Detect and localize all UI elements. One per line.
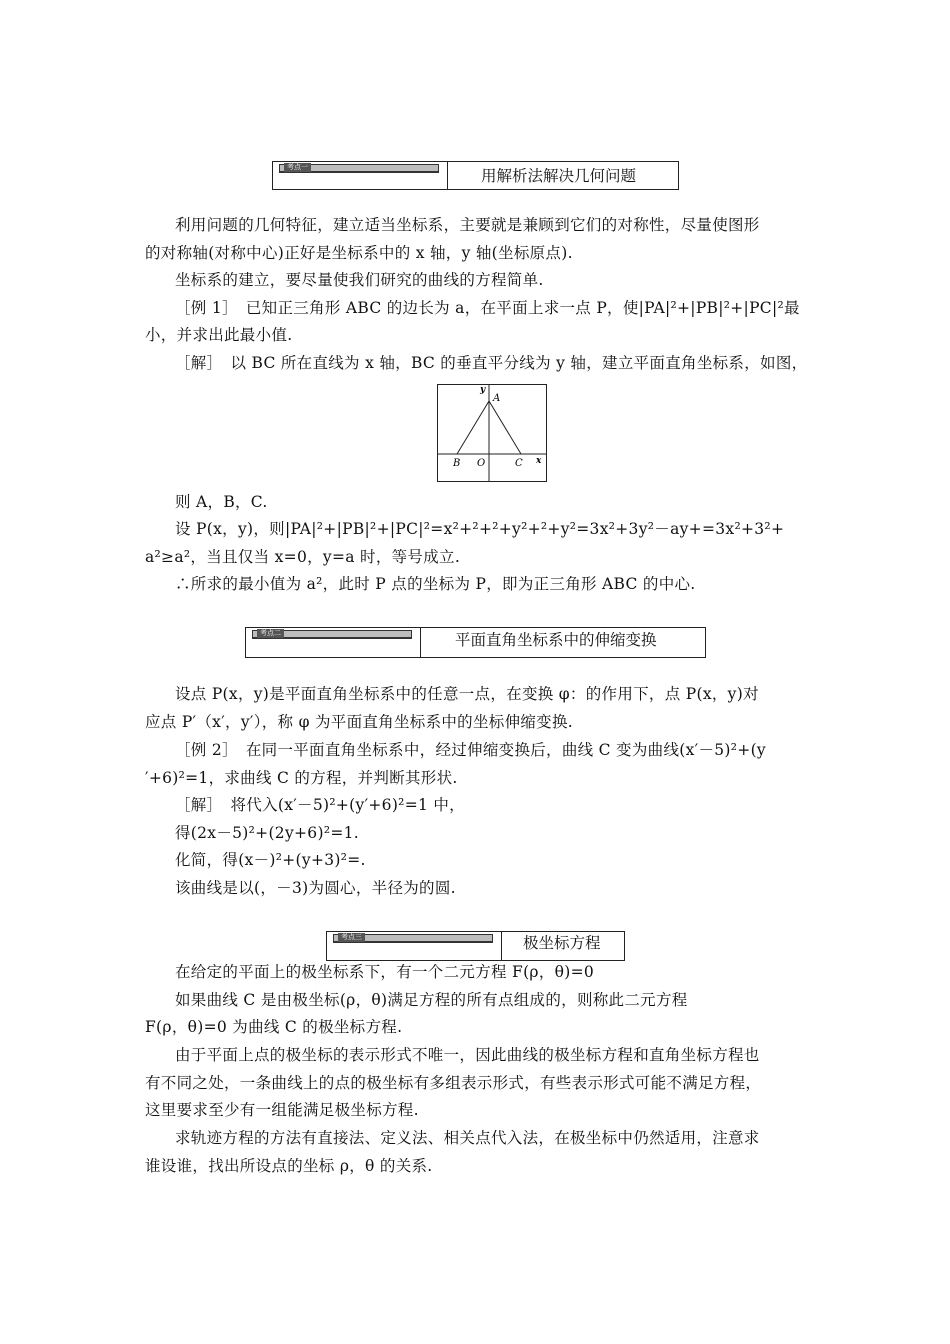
paragraph-line: F(ρ，θ)=0 为曲线 C 的极坐标方程. bbox=[145, 1018, 403, 1036]
triangle-coordinate-figure bbox=[437, 384, 547, 482]
solution-line: ［解］ 将代入(x′－5)²+(y′+6)²=1 中， bbox=[175, 796, 465, 814]
paragraph-line: 设点 P(x，y)是平面直角坐标系中的任意一点，在变换 φ：的作用下，点 P(x，y)对 bbox=[175, 685, 759, 703]
origin-label: O bbox=[477, 458, 486, 469]
example-line: ［例 2］ 在同一平面直角坐标系中，经过伸缩变换后，曲线 C 变为曲线(x′－5)²+(y bbox=[175, 741, 766, 759]
section-tag-2: 考点二 bbox=[252, 630, 412, 639]
solution-line: 该曲线是以(，－3)为圆心，半径为的圆. bbox=[175, 879, 456, 897]
paragraph-line: 利用问题的几何特征，建立适当坐标系，主要就是兼顾到它们的对称性，尽量使图形 bbox=[175, 216, 760, 234]
section-tag-1: 考点一 bbox=[279, 164, 439, 173]
y-axis-label: y bbox=[480, 385, 486, 395]
heading-divider bbox=[420, 628, 421, 657]
paragraph-line: 应点 P′（x′，y′），称 φ 为平面直角坐标系中的坐标伸缩变换. bbox=[145, 713, 573, 731]
paragraph-line: 坐标系的建立，要尽量使我们研究的曲线的方程简单. bbox=[175, 271, 544, 289]
paragraph-line: 这里要求至少有一组能满足极坐标方程. bbox=[145, 1101, 419, 1119]
paragraph-line: 求轨迹方程的方法有直接法、定义法、相关点代入法，在极坐标中仍然适用，注意求 bbox=[175, 1129, 760, 1147]
point-c-label: C bbox=[515, 458, 523, 469]
paragraph-line: 则 A，B，C. bbox=[175, 493, 268, 511]
paragraph-line: 谁设谁，找出所设点的坐标 ρ，θ 的关系. bbox=[145, 1157, 433, 1175]
heading-divider bbox=[501, 932, 502, 960]
section-title-2: 平面直角坐标系中的伸缩变换 bbox=[455, 631, 657, 649]
section-title-3: 极坐标方程 bbox=[523, 934, 601, 952]
paragraph-line: 有不同之处，一条曲线上的点的极坐标有多组表示形式，有些表示形式可能不满足方程， bbox=[145, 1074, 762, 1092]
paragraph-line: ∴所求的最小值为 a²，此时 P 点的坐标为 P，即为正三角形 ABC 的中心. bbox=[175, 575, 696, 593]
section-heading-3 bbox=[326, 931, 625, 961]
paragraph-line: 在给定的平面上的极坐标系下，有一个二元方程 F(ρ，θ)=0 bbox=[175, 963, 595, 981]
triangle-side-ab bbox=[457, 401, 489, 454]
section-tag-3: 考点三 bbox=[333, 934, 493, 943]
paragraph-line: a²≥a²，当且仅当 x=0，y=a 时，等号成立. bbox=[145, 548, 461, 566]
solution-line: 得(2x－5)²+(2y+6)²=1. bbox=[175, 824, 360, 842]
point-b-label: B bbox=[453, 458, 461, 469]
paragraph-line: 由于平面上点的极坐标的表示形式不唯一，因此曲线的极坐标方程和直角坐标方程也 bbox=[175, 1046, 760, 1064]
section-heading-2 bbox=[245, 627, 706, 658]
point-a-label: A bbox=[493, 393, 501, 404]
section-heading-1 bbox=[272, 161, 679, 190]
section-title-1: 用解析法解决几何问题 bbox=[481, 167, 637, 185]
solution-line: ［解］ 以 BC 所在直线为 x 轴，BC 的垂直平分线为 y 轴，建立平面直角坐标系，如图， bbox=[175, 354, 808, 372]
example-line: 小，并求出此最小值. bbox=[145, 326, 293, 344]
example-line: ′+6)²=1，求曲线 C 的方程，并判断其形状. bbox=[145, 769, 458, 787]
triangle-side-ac bbox=[489, 401, 521, 454]
solution-line: 化简，得(x－)²+(y+3)²=. bbox=[175, 851, 366, 869]
paragraph-line: 的对称轴(对称中心)正好是坐标系中的 x 轴，y 轴(坐标原点). bbox=[145, 244, 573, 262]
example-line: ［例 1］ 已知正三角形 ABC 的边长为 a，在平面上求一点 P，使|PA|²+|PB|²+|PC|²最 bbox=[175, 299, 800, 317]
heading-divider bbox=[447, 162, 448, 189]
paragraph-line: 如果曲线 C 是由极坐标(ρ，θ)满足方程的所有点组成的，则称此二元方程 bbox=[175, 991, 688, 1009]
paragraph-line: 设 P(x，y)，则|PA|²+|PB|²+|PC|²=x²+²+²+y²+²+y²=3x²+3y²－ay+=3x²+3²+ bbox=[175, 520, 785, 538]
x-axis-label: x bbox=[536, 456, 542, 466]
